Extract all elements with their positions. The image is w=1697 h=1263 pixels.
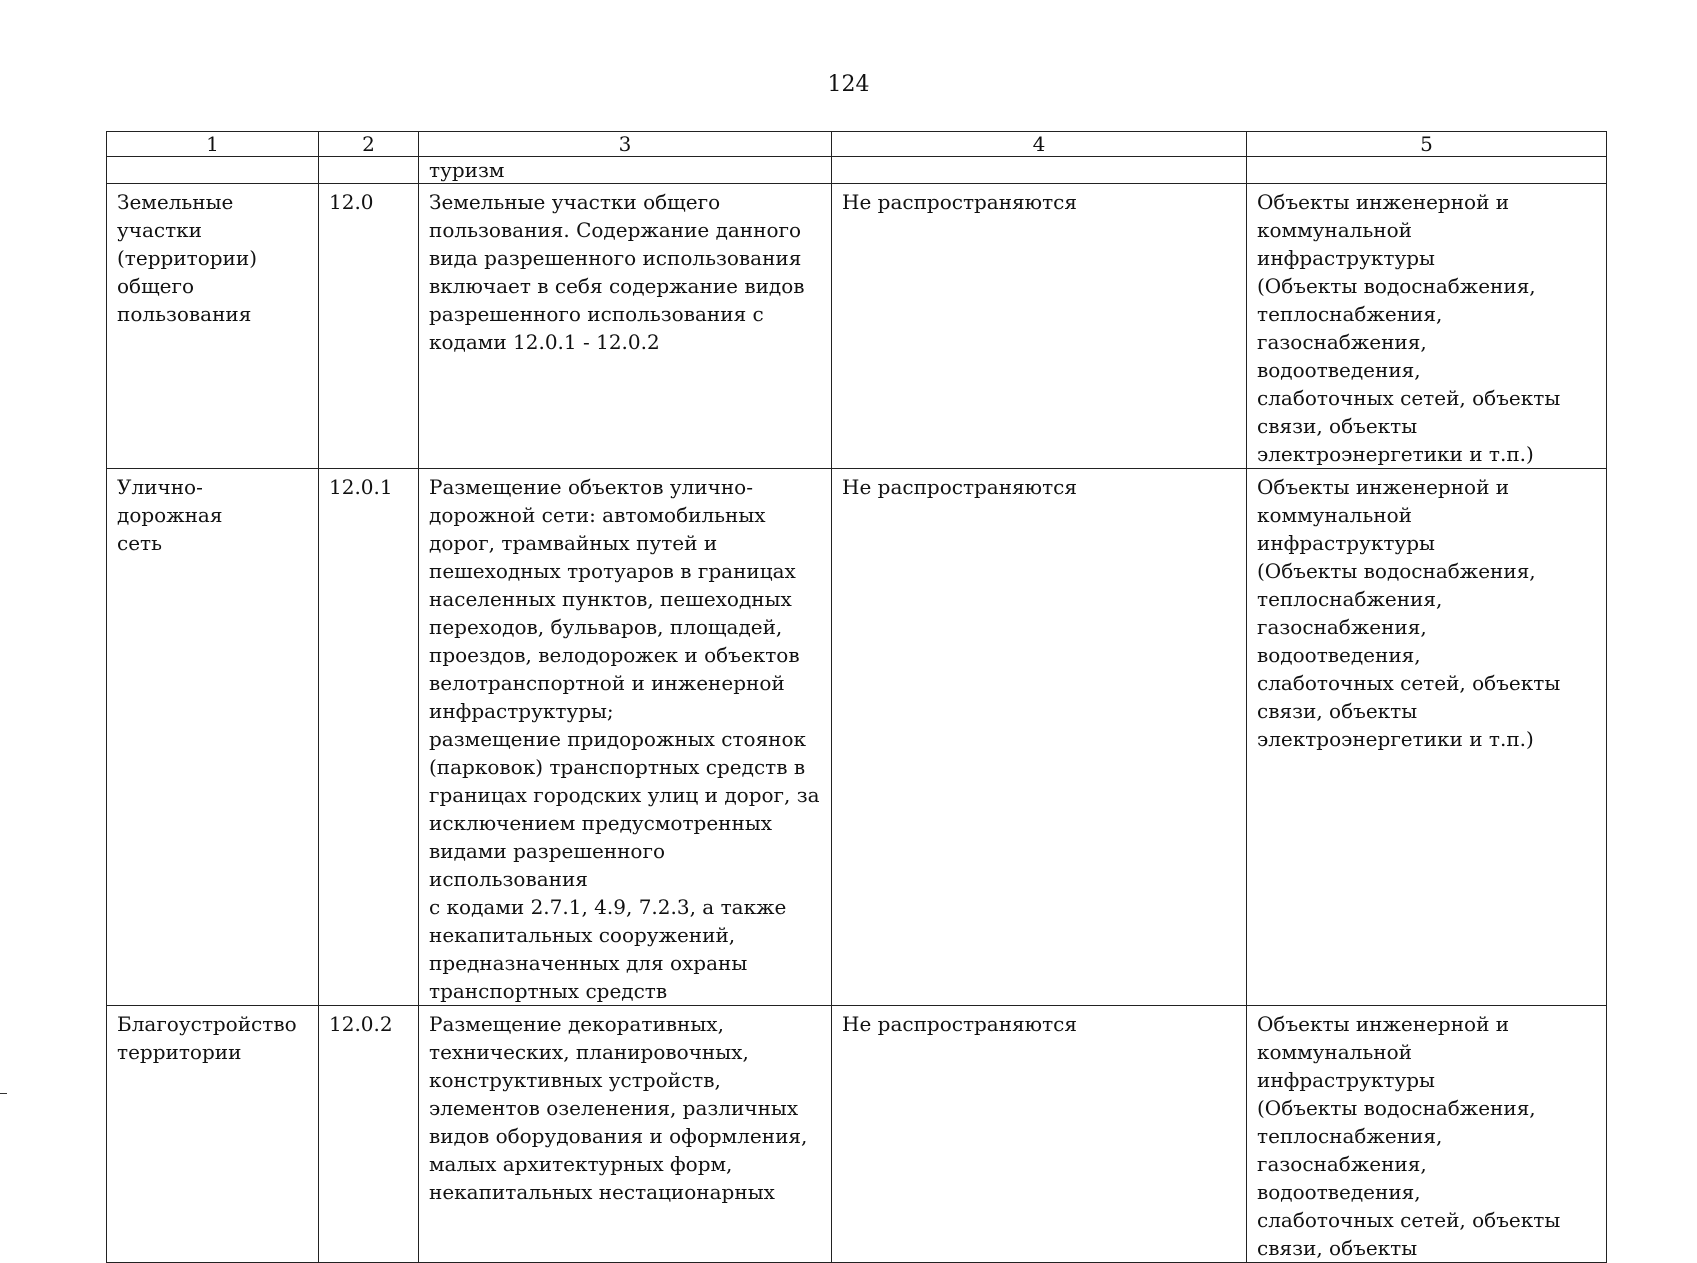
land-use-name: Улично-дорожная сеть <box>107 469 319 1006</box>
header-col-4: 4 <box>832 132 1247 157</box>
land-use-description: Размещение объектов улично- дорожной сети: автомобильных дорог, трамвайных путей и пешеходных тротуаров в границах населенных пунктов, пешеходных переходов, бульваров, площадей, проездов, велодорожек и объектов велотранспортной и инженерной инфраструктуры; размещение придорожных стоянок (парковок) транспортных средств в границах городских улиц и дорог, за исключением предусмотренных видами разрешенного использования с кодами 2.7.1, 4.9, 7.2.3, а также некапитальных сооружений, предназначенных для охраны транспортных средств <box>419 469 832 1006</box>
allowed-objects-cell: Объекты инженерной и коммунальной инфраструктуры (Объекты водоснабжения, теплоснабжения, газоснабжения, водоотведения, слаботочных сетей, объекты связи, объекты электроэнергетики и т.п.) <box>1247 469 1607 1006</box>
land-use-description: Размещение декоративных, технических, планировочных, конструктивных устройств, элементов озеленения, различных видов оборудования и оформления, малых архитектурных форм, некапитальных нестационарных <box>419 1006 832 1263</box>
allowed-objects-cell: Объекты инженерной и коммунальной инфраструктуры (Объекты водоснабжения, теплоснабжения, газоснабжения, водоотведения, слаботочных сетей, объекты связи, объекты электроэнергетики и т.п.) <box>1247 184 1607 469</box>
table-row <box>107 184 1607 469</box>
continuation-cell-5 <box>1247 157 1607 184</box>
continuation-cell-2 <box>319 157 419 184</box>
land-use-description: Земельные участки общего пользования. Содержание данного вида разрешенного использования включает в себя содержание видов разрешенного использования с кодами 12.0.1 - 12.0.2 <box>419 184 832 469</box>
continuation-cell-1 <box>107 157 319 184</box>
land-use-code: 12.0.2 <box>319 1006 419 1263</box>
land-use-code: 12.0 <box>319 184 419 469</box>
page-number: 124 <box>827 72 870 97</box>
restrictions-cell: Не распространяются <box>832 469 1247 1006</box>
allowed-objects-cell: Объекты инженерной и коммунальной инфраструктуры (Объекты водоснабжения, теплоснабжения, газоснабжения, водоотведения, слаботочных сетей, объекты связи, объекты <box>1247 1006 1607 1263</box>
land-use-name: Благоустройство территории <box>107 1006 319 1263</box>
header-col-3: 3 <box>419 132 832 157</box>
header-col-5: 5 <box>1247 132 1607 157</box>
continuation-cell-4 <box>832 157 1247 184</box>
header-col-2: 2 <box>319 132 419 157</box>
restrictions-cell: Не распространяются <box>832 184 1247 469</box>
land-use-code: 12.0.1 <box>319 469 419 1006</box>
restrictions-cell: Не распространяются <box>832 1006 1247 1263</box>
land-use-name: Земельные участки (территории) общего пользования <box>107 184 319 469</box>
table-row <box>107 469 1607 1006</box>
continuation-row <box>107 157 1607 184</box>
margin-mark <box>0 1093 7 1094</box>
table-row <box>107 1006 1607 1263</box>
continuation-cell-3: туризм <box>419 157 832 184</box>
table-header-row <box>107 132 1607 157</box>
header-col-1: 1 <box>107 132 319 157</box>
land-use-table <box>106 131 1607 1263</box>
